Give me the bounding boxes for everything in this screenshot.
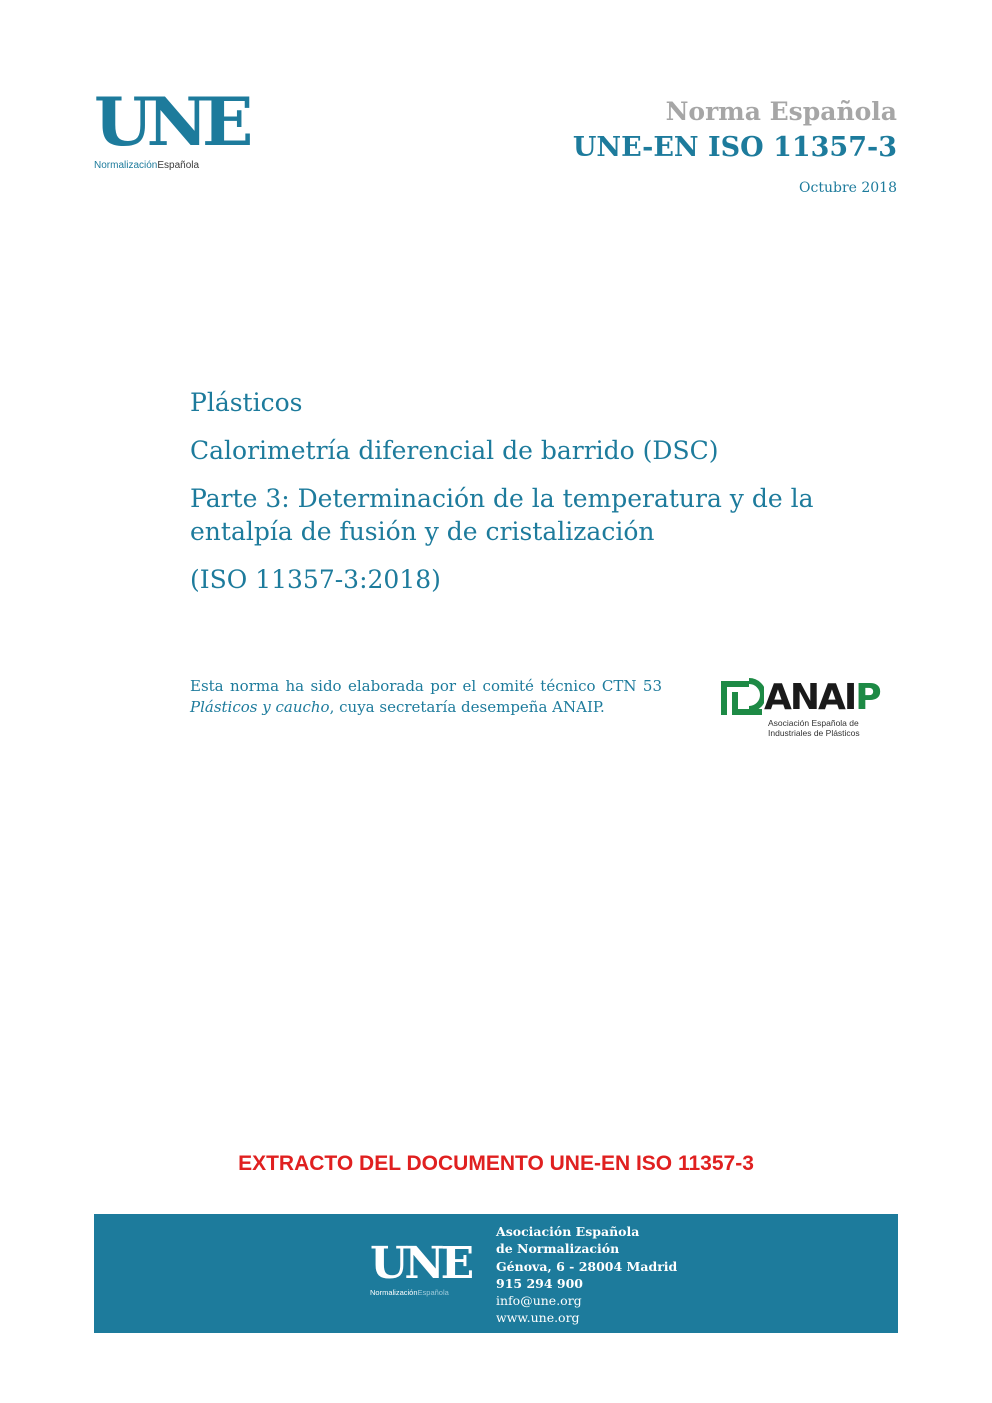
footer-logo-tag-normalizacion: Normalización xyxy=(370,1288,418,1297)
une-logo-tagline xyxy=(94,160,244,171)
committee-text-pre: Esta norma ha sido elaborada por el comité técnico CTN 53 xyxy=(190,677,662,695)
title-line-part3: Parte 3: Determinación de la temperatura y de la entalpía de fusión y de cristalización xyxy=(190,484,814,546)
anaip-mark-icon xyxy=(720,678,764,718)
extract-label: EXTRACTO DEL DOCUMENTO UNE-EN ISO 11357-3 xyxy=(238,1152,754,1175)
address-phone: 915 294 900 xyxy=(496,1275,583,1291)
committee-statement xyxy=(190,676,662,718)
standard-header xyxy=(573,96,897,196)
standard-code: UNE-EN ISO 11357-3 xyxy=(572,132,897,163)
title-line-dsc: Calorimetría diferencial de barrido (DSC) xyxy=(190,436,719,465)
address-website-link[interactable]: www.une.org xyxy=(496,1310,580,1326)
anaip-wordmark xyxy=(764,678,880,718)
norma-label: Norma Española xyxy=(665,97,897,126)
address-street: Génova, 6 - 28004 Madrid xyxy=(496,1258,678,1274)
footer-logo-letters: UNE xyxy=(370,1238,471,1289)
anaip-wordmark-p: P xyxy=(855,677,880,718)
committee-name: Plásticos y caucho xyxy=(190,698,330,716)
address-org-line1: Asociación Española xyxy=(496,1224,640,1239)
footer-banner xyxy=(94,1214,898,1333)
publication-date: Octubre 2018 xyxy=(799,180,897,196)
footer-logo-tag-espanola: Española xyxy=(417,1288,449,1297)
anaip-subtitle xyxy=(768,718,860,738)
address-email-link[interactable]: info@une.org xyxy=(496,1293,582,1309)
une-logo-letters: UNE xyxy=(94,83,248,161)
title-line-plasticos: Plásticos xyxy=(190,388,303,417)
footer-logo-tagline xyxy=(370,1288,470,1297)
une-logo xyxy=(94,83,248,171)
anaip-subtitle-line1: Asociación Española de xyxy=(768,718,859,728)
address-org-line2: de Normalización xyxy=(496,1241,620,1257)
document-title xyxy=(190,386,870,611)
une-logo-tag-normalizacion: Normalización xyxy=(94,160,158,171)
anaip-logo xyxy=(720,677,880,742)
committee-text-post: , cuya secretaría desempeña ANAIP. xyxy=(329,698,605,716)
footer-une-logo xyxy=(370,1238,471,1297)
anaip-wordmark-anai: ANAI xyxy=(764,677,856,718)
une-logo-tag-espanola: Española xyxy=(157,160,200,171)
title-line-iso: (ISO 11357-3:2018) xyxy=(190,565,441,594)
footer-address xyxy=(496,1223,677,1327)
anaip-subtitle-line2: Industriales de Plásticos xyxy=(768,728,860,738)
